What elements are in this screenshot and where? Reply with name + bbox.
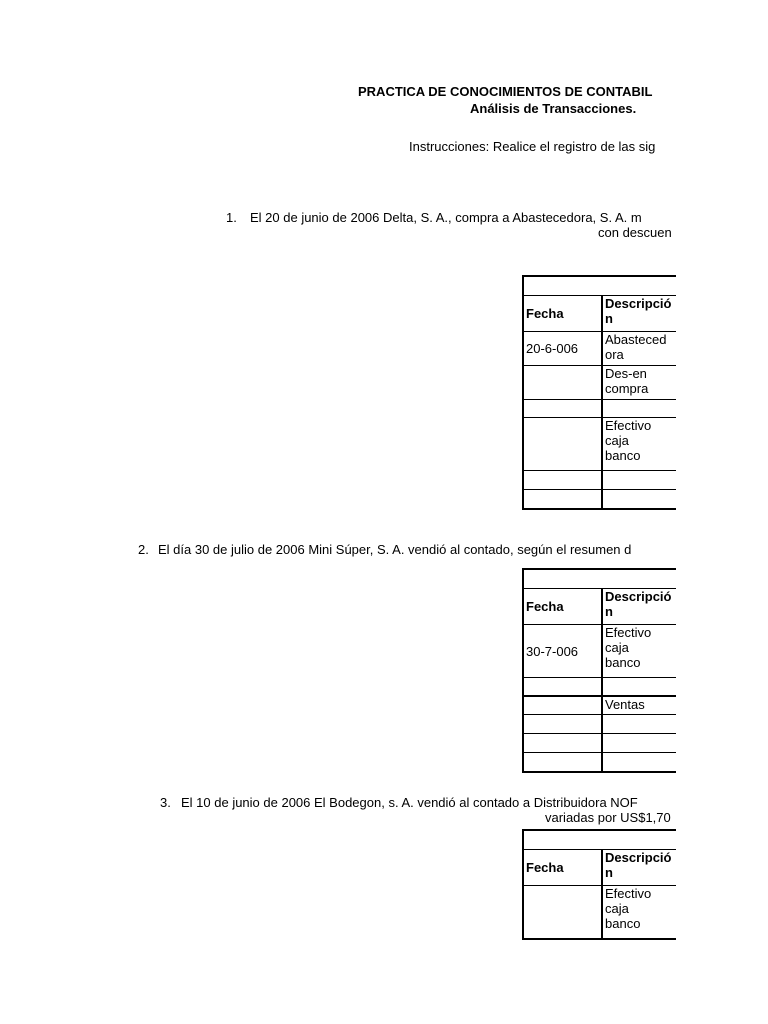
col-header-descripcion: Descripció n xyxy=(602,850,680,886)
cell-fecha: 20-6-006 xyxy=(523,332,602,366)
cell-descripcion: Efectivo caja banco xyxy=(602,418,680,471)
instructions-text: Instrucciones: Realice el registro de las sig xyxy=(409,139,656,154)
cell-fecha: 30-7-006 xyxy=(523,625,602,678)
document-subtitle: Análisis de Transacciones. xyxy=(470,101,637,116)
exercise-1-text-line1: El 20 de junio de 2006 Delta, S. A., compra a Abastecedora, S. A. m xyxy=(250,210,642,225)
document-title: PRACTICA DE CONOCIMIENTOS DE CONTABIL xyxy=(358,84,653,99)
exercise-2-text-line1: El día 30 de julio de 2006 Mini Súper, S. A. vendió al contado, según el resumen d xyxy=(158,542,632,557)
exercise-3-text-line2: variadas por US$1,70 xyxy=(545,810,671,825)
exercise-2-number: 2. xyxy=(138,542,149,557)
exercise-3-number: 3. xyxy=(160,795,171,810)
col-header-fecha: Fecha xyxy=(523,589,602,625)
cell-descripcion: Efectivo caja banco xyxy=(602,886,680,939)
exercise-3-text-line1: El 10 de junio de 2006 El Bodegon, s. A. vendió al contado a Distribuidora NOF xyxy=(181,795,638,810)
exercise-1-number: 1. xyxy=(226,210,237,225)
cell-descripcion: Efectivo caja banco xyxy=(602,625,680,678)
col-header-fecha: Fecha xyxy=(523,850,602,886)
cell-descripcion: Abasteced ora xyxy=(602,332,680,366)
page-crop-edge xyxy=(676,0,768,1024)
col-header-descripcion: Descripció n xyxy=(602,589,680,625)
col-header-fecha: Fecha xyxy=(523,296,602,332)
cell-descripcion: Ventas xyxy=(602,696,680,715)
col-header-descripcion: Descripció n xyxy=(602,296,680,332)
exercise-1-text-line2: con descuen xyxy=(598,225,672,240)
cell-descripcion: Des-en compra xyxy=(602,366,680,400)
